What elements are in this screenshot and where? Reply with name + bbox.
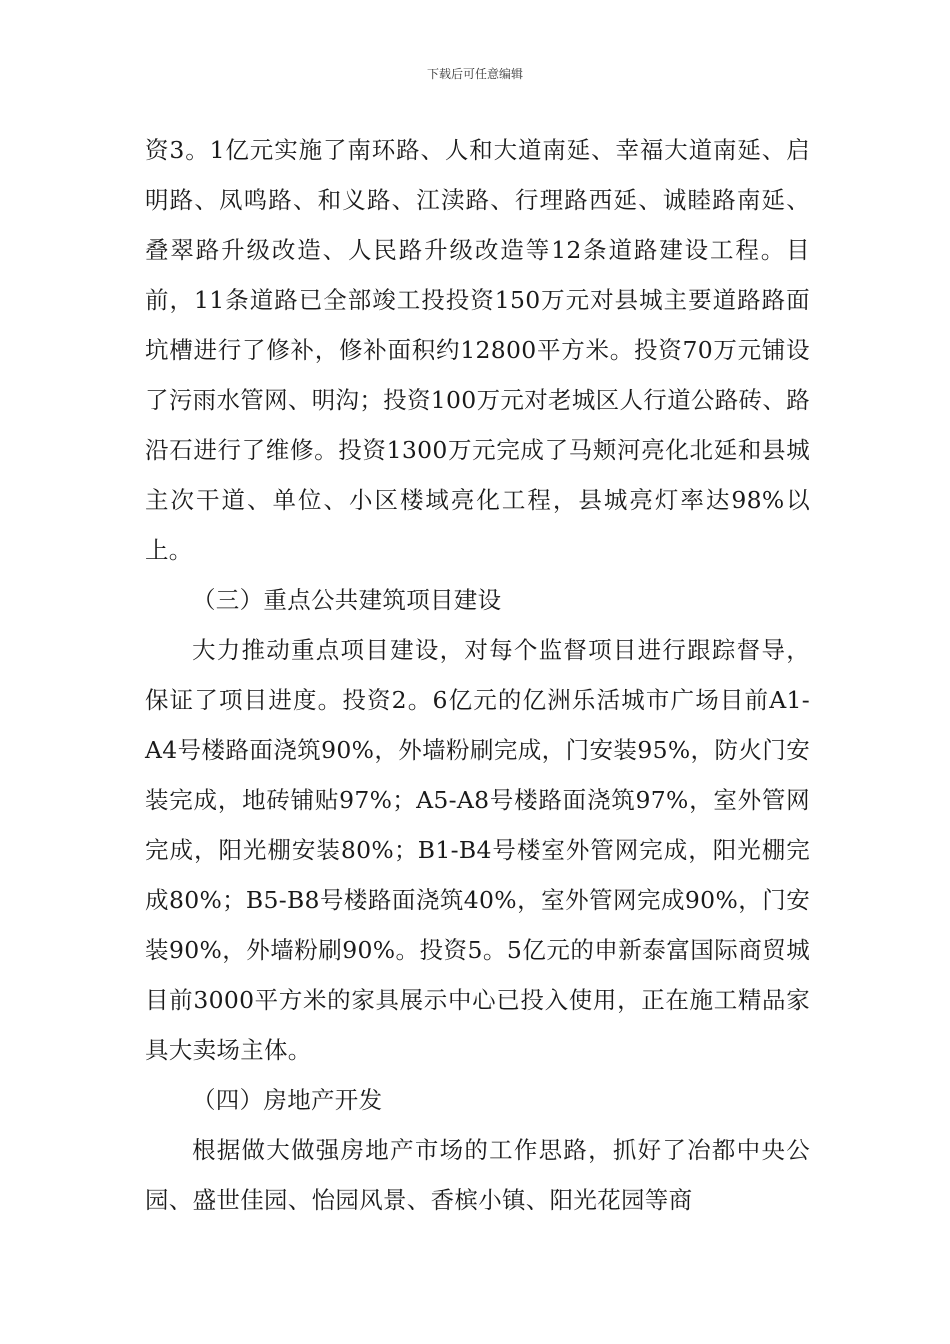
- document-body: [145, 125, 810, 1225]
- paragraph-public-buildings: 大力推动重点项目建设，对每个监督项目进行跟踪督导，保证了项目进度。投资2。6亿元的亿洲乐活城市广场目前A1-A4号楼路面浇筑90%，外墙粉刷完成，门安装95%，防火门安装完成，地砖铺贴97%；A5-A8号楼路面浇筑97%，室外管网完成，阳光棚安装80%；B1-B4号楼室外管网完成，阳光棚完成80%；B5-B8号楼路面浇筑40%，室外管网完成90%，门安装90%，外墙粉刷90%。投资5。5亿元的申新泰富国际商贸城目前3000平方米的家具展示中心已投入使用，正在施工精品家具大卖场主体。: [145, 636, 810, 1064]
- section-heading-real-estate: （四）房地产开发: [192, 1086, 383, 1114]
- section-heading-public-buildings: （三）重点公共建筑项目建设: [192, 586, 502, 614]
- page-header: 下载后可任意编辑: [426, 67, 523, 81]
- paragraph-road-construction: 资3。1亿元实施了南环路、人和大道南延、幸福大道南延、启明路、凤鸣路、和义路、江渎路、行理路西延、诚睦路南延、叠翠路升级改造、人民路升级改造等12条道路建设工程。目前，11条道路已全部竣工投投资150万元对县城主要道路路面坑槽进行了修补，修补面积约12800平方米。投资70万元铺设了污雨水管网、明沟；投资100万元对老城区人行道公路砖、路沿石进行了维修。投资1300万元完成了马颊河亮化北延和县城主次干道、单位、小区楼域亮化工程，县城亮灯率达98%以上。: [145, 136, 810, 564]
- paragraph-real-estate: 根据做大做强房地产市场的工作思路，抓好了冶都中央公园、盛世佳园、怡园风景、香槟小镇、阳光花园等商: [145, 1136, 810, 1214]
